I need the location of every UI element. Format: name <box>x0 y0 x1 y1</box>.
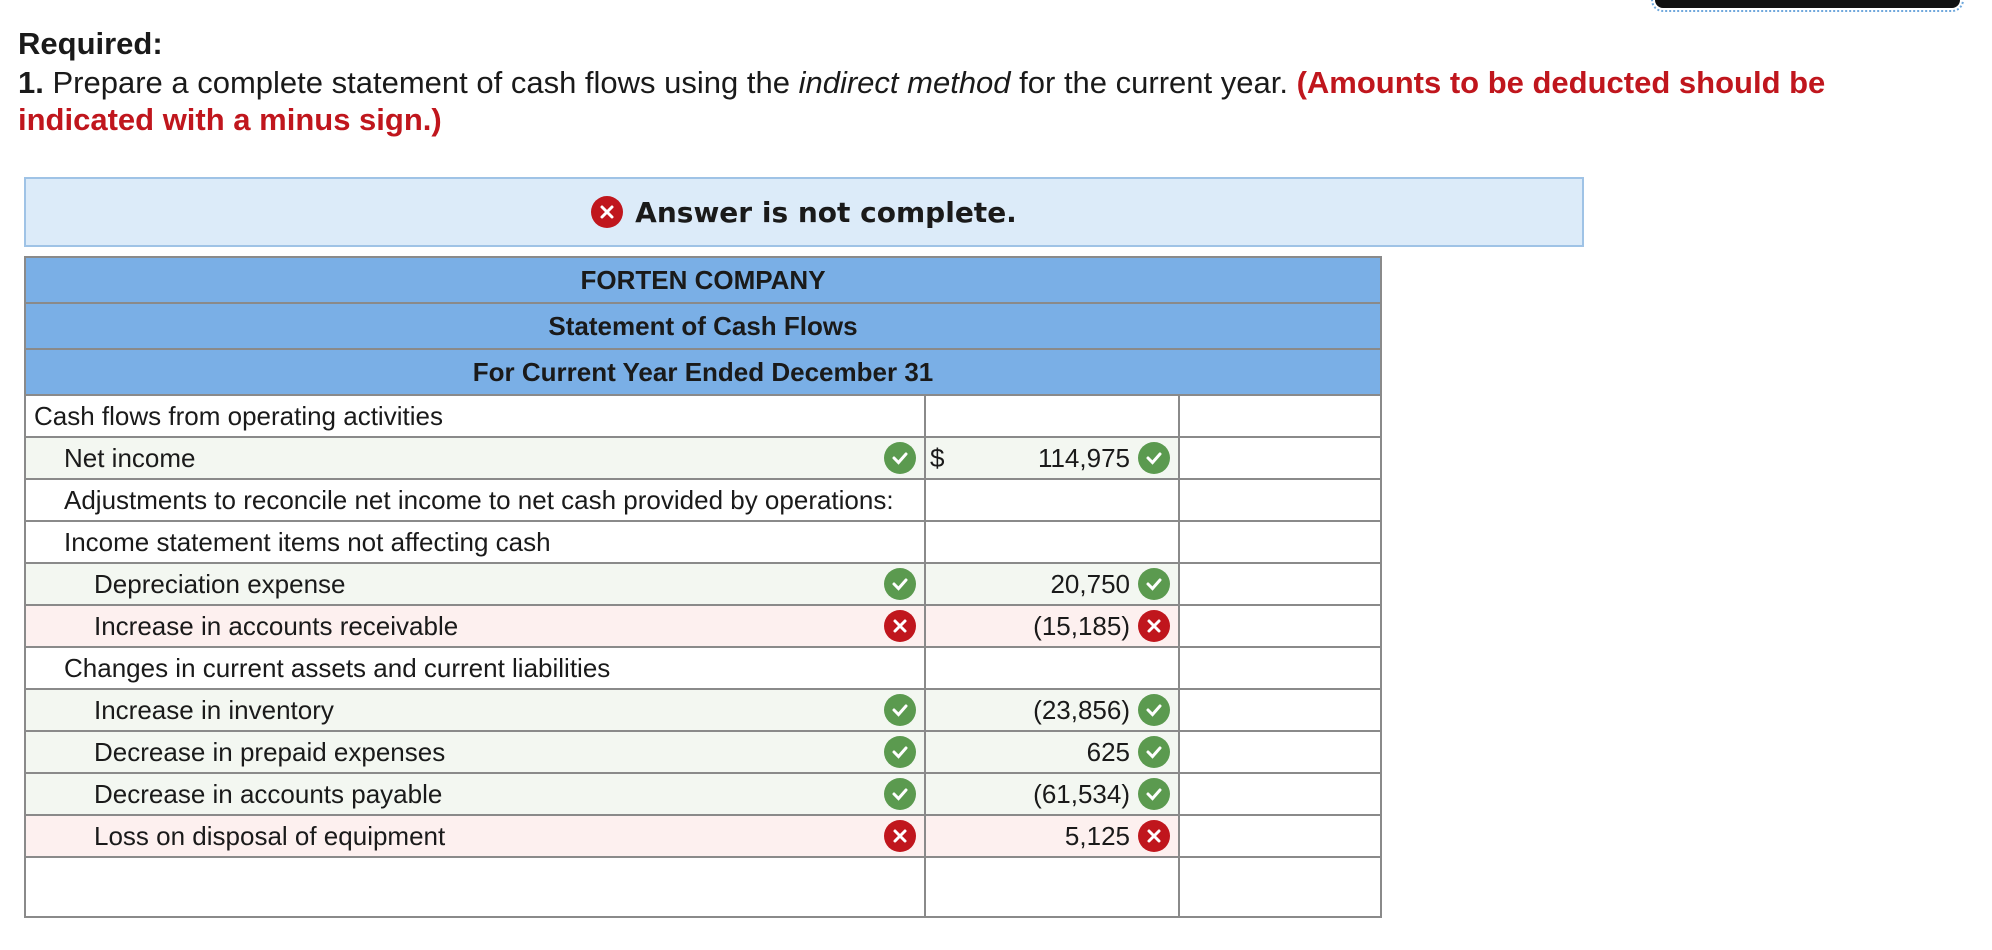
inventory-cell[interactable] <box>25 689 925 731</box>
company-name: FORTEN COMPANY <box>25 257 1381 303</box>
table-row <box>25 479 1381 521</box>
prepaid-value: 625 <box>1086 736 1130 767</box>
depreciation-amount-cell[interactable] <box>925 563 1179 605</box>
empty-cell[interactable] <box>1179 521 1381 563</box>
depreciation-cell[interactable] <box>25 563 925 605</box>
empty-cell[interactable] <box>1179 605 1381 647</box>
net-income-cell[interactable] <box>25 437 925 479</box>
statement-period: For Current Year Ended December 31 <box>25 349 1381 395</box>
depreciation-label: Depreciation expense <box>94 568 346 599</box>
answer-status-banner <box>24 177 1584 247</box>
check-icon <box>884 568 916 600</box>
empty-cell[interactable] <box>25 857 925 917</box>
table-row <box>25 521 1381 563</box>
loss-value: 5,125 <box>1064 820 1130 851</box>
requirement-number: 1. <box>18 65 44 100</box>
empty-cell[interactable] <box>1179 773 1381 815</box>
check-icon <box>1138 442 1170 474</box>
table-row <box>25 857 1381 917</box>
incorrect-x-icon <box>884 610 916 642</box>
inventory-label: Increase in inventory <box>94 694 334 725</box>
table-row <box>25 563 1381 605</box>
empty-cell[interactable] <box>925 395 1179 437</box>
inventory-amount-cell[interactable] <box>925 689 1179 731</box>
answer-status-text: Answer is not complete. <box>635 195 1017 229</box>
table-row <box>25 815 1381 857</box>
prepaid-label: Decrease in prepaid expenses <box>94 736 446 767</box>
prepaid-cell[interactable] <box>25 731 925 773</box>
incorrect-x-icon <box>884 820 916 852</box>
incorrect-x-icon <box>1138 820 1170 852</box>
noncash-label: Income statement items not affecting cash <box>25 521 925 563</box>
top-toolbar-button[interactable] <box>1655 0 1960 8</box>
empty-cell[interactable] <box>1179 395 1381 437</box>
empty-cell[interactable] <box>925 857 1179 917</box>
inventory-value: (23,856) <box>1033 694 1130 725</box>
empty-cell[interactable] <box>1179 857 1381 917</box>
check-icon <box>884 442 916 474</box>
table-row <box>25 395 1381 437</box>
check-icon <box>1138 568 1170 600</box>
dollar-sign: $ <box>930 442 945 473</box>
loss-cell[interactable] <box>25 815 925 857</box>
check-icon <box>1138 736 1170 768</box>
net-income-label: Net income <box>64 442 196 473</box>
ar-amount-cell[interactable] <box>925 605 1179 647</box>
incorrect-x-icon <box>1138 610 1170 642</box>
check-icon <box>884 778 916 810</box>
table-row <box>25 605 1381 647</box>
net-income-value: 114,975 <box>1037 442 1130 473</box>
check-icon <box>884 694 916 726</box>
incorrect-x-icon <box>591 196 623 228</box>
ap-label: Decrease in accounts payable <box>94 778 443 809</box>
table-row <box>25 731 1381 773</box>
empty-cell[interactable] <box>1179 689 1381 731</box>
depreciation-value: 20,750 <box>1050 568 1130 599</box>
empty-cell[interactable] <box>1179 647 1381 689</box>
instructions <box>18 24 1898 138</box>
statement-title: Statement of Cash Flows <box>25 303 1381 349</box>
empty-cell[interactable] <box>925 479 1179 521</box>
prepaid-amount-cell[interactable] <box>925 731 1179 773</box>
requirement-note: (Amounts to be deducted should be indicated with a minus sign.) <box>18 65 1826 137</box>
required-heading: Required: <box>18 26 163 61</box>
check-icon <box>1138 694 1170 726</box>
requirement-italic: indirect method <box>798 65 1011 100</box>
empty-cell[interactable] <box>1179 479 1381 521</box>
requirement-text <box>18 64 1898 138</box>
loss-amount-cell[interactable] <box>925 815 1179 857</box>
check-icon <box>884 736 916 768</box>
ar-cell[interactable] <box>25 605 925 647</box>
ar-label: Increase in accounts receivable <box>94 610 459 641</box>
ar-value: (15,185) <box>1033 610 1130 641</box>
empty-cell[interactable] <box>1179 563 1381 605</box>
adjustments-label: Adjustments to reconcile net income to net cash provided by operations: <box>64 485 894 515</box>
check-icon <box>1138 778 1170 810</box>
table-row <box>25 437 1381 479</box>
net-income-amount-cell[interactable] <box>925 437 1179 479</box>
loss-label: Loss on disposal of equipment <box>94 820 446 851</box>
empty-cell[interactable] <box>1179 437 1381 479</box>
requirement-text-after: for the current year. <box>1010 65 1297 100</box>
table-row <box>25 647 1381 689</box>
changes-label: Changes in current assets and current liabilities <box>25 647 925 689</box>
empty-cell[interactable] <box>925 647 1179 689</box>
section-operating-label: Cash flows from operating activities <box>25 395 925 437</box>
adjustments-label-cell <box>25 479 925 521</box>
empty-cell[interactable] <box>1179 731 1381 773</box>
ap-amount-cell[interactable] <box>925 773 1179 815</box>
requirement-text-before: Prepare a complete statement of cash flows using the <box>43 65 799 100</box>
empty-cell[interactable] <box>925 521 1179 563</box>
table-row <box>25 773 1381 815</box>
empty-cell[interactable] <box>1179 815 1381 857</box>
table-row <box>25 689 1381 731</box>
ap-value: (61,534) <box>1033 778 1130 809</box>
ap-cell[interactable] <box>25 773 925 815</box>
cash-flow-statement-table <box>24 256 1382 918</box>
